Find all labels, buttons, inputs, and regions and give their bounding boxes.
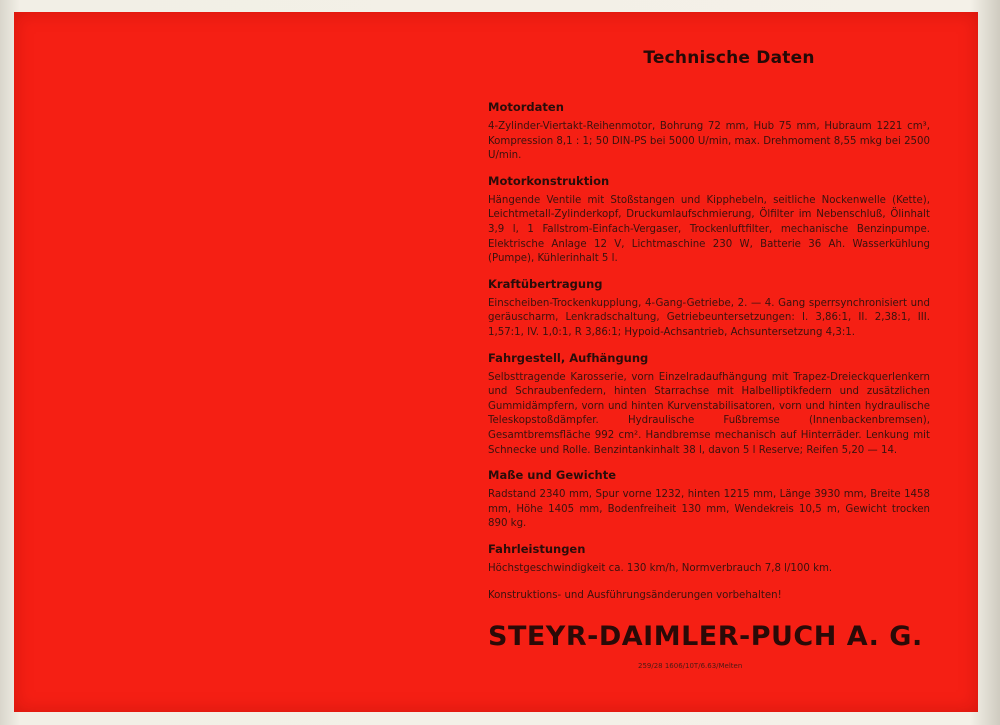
section-text: 4-Zylinder-Viertakt-Reihenmotor, Bohrung 72 mm, Hub 75 mm, Hubraum 1221 cm³, Kompression 8,1 : 1; 50 DIN-PS bei 5000 U/min, max. Drehmoment 8,55 mkg bei 2500 U/min. (488, 121, 930, 162)
section-text: Hängende Ventile mit Stoßstangen und Kipphebeln, seitliche Nockenwelle (Kette), Leichtmetall-Zylinderkopf, Druckumlaufschmierung, Ölfilter im Nebenschluß, Ölinhalt 3,9 l, 1 Fallstrom-Einfach-Vergaser, Trockenluftfilter, mechanische Benzinpumpe. Elektrische Anlage 12 V, Lichtmaschine 230 W, Batterie 36 Ah. Wasserkühlung (Pumpe), Kühlerinhalt 5 l. (488, 194, 930, 265)
section-text: Höchstgeschwindigkeit ca. 130 km/h, Normverbrauch 7,8 l/100 km. (488, 562, 833, 574)
section-motordaten (488, 100, 930, 164)
section-heading: Fahrgestell, Aufhängung (488, 350, 649, 365)
spec-content (488, 40, 930, 670)
section-text: Selbsttragende Karosserie, vorn Einzelradaufhängung mit Trapez-Dreieckquerlenkern und Schraubenfedern, hinten Starrachse mit Halbelliptikfedern und zusätzlichen Gummidämpfern, vorn und hinten Kurvenstabilisatoren, vorn und hinten hydraulische Teleskopstoßdämpfer. Hydraulische Fußbremse (Innenbackenbremsen), Gesamtbremsfläche 992 cm². Handbremse mechanisch auf Hinterräder. Lenkung mit Schnecke und Rolle. Benzintankinhalt 38 l, davon 5 l Reserve; Reifen 5,20 — 14. (488, 371, 930, 456)
print-code: 259/28 1606/10T/6.63/Melten (638, 662, 743, 671)
section-kraftuebertragung (488, 277, 930, 341)
company-name: STEYR-DAIMLER-PUCH A. G. (488, 621, 923, 653)
section-heading: Motorkonstruktion (488, 173, 610, 188)
section-masse-gewichte (488, 468, 930, 532)
section-text: Radstand 2340 mm, Spur vorne 1232, hinten 1215 mm, Länge 3930 mm, Breite 1458 mm, Höhe 1405 mm, Bodenfreiheit 130 mm, Wendekreis 10,5 m, Gewicht trocken 890 kg. (488, 489, 930, 530)
section-motorkonstruktion (488, 174, 930, 267)
section-heading: Maße und Gewichte (488, 468, 616, 483)
page-title: Technische Daten (643, 48, 815, 68)
section-fahrleistungen (488, 542, 930, 577)
section-heading: Kraftübertragung (488, 276, 603, 291)
section-heading: Fahrleistungen (488, 541, 586, 556)
section-text: Einscheiben-Trockenkupplung, 4-Gang-Getriebe, 2. — 4. Gang sperrsynchronisiert und geräuscharm, Lenkradschaltung, Getriebeuntersetzungen: I. 3,86:1, II. 2,38:1, III. 1,57:1, IV. 1,0:1, R 3,86:1; Hypoid-Achsantrieb, Achsuntersetzung 4,3:1. (488, 297, 930, 338)
section-heading: Motordaten (488, 100, 564, 114)
section-fahrgestell (488, 351, 930, 459)
disclaimer-note: Konstruktions- und Ausführungsänderungen vorbehalten! (488, 590, 782, 602)
